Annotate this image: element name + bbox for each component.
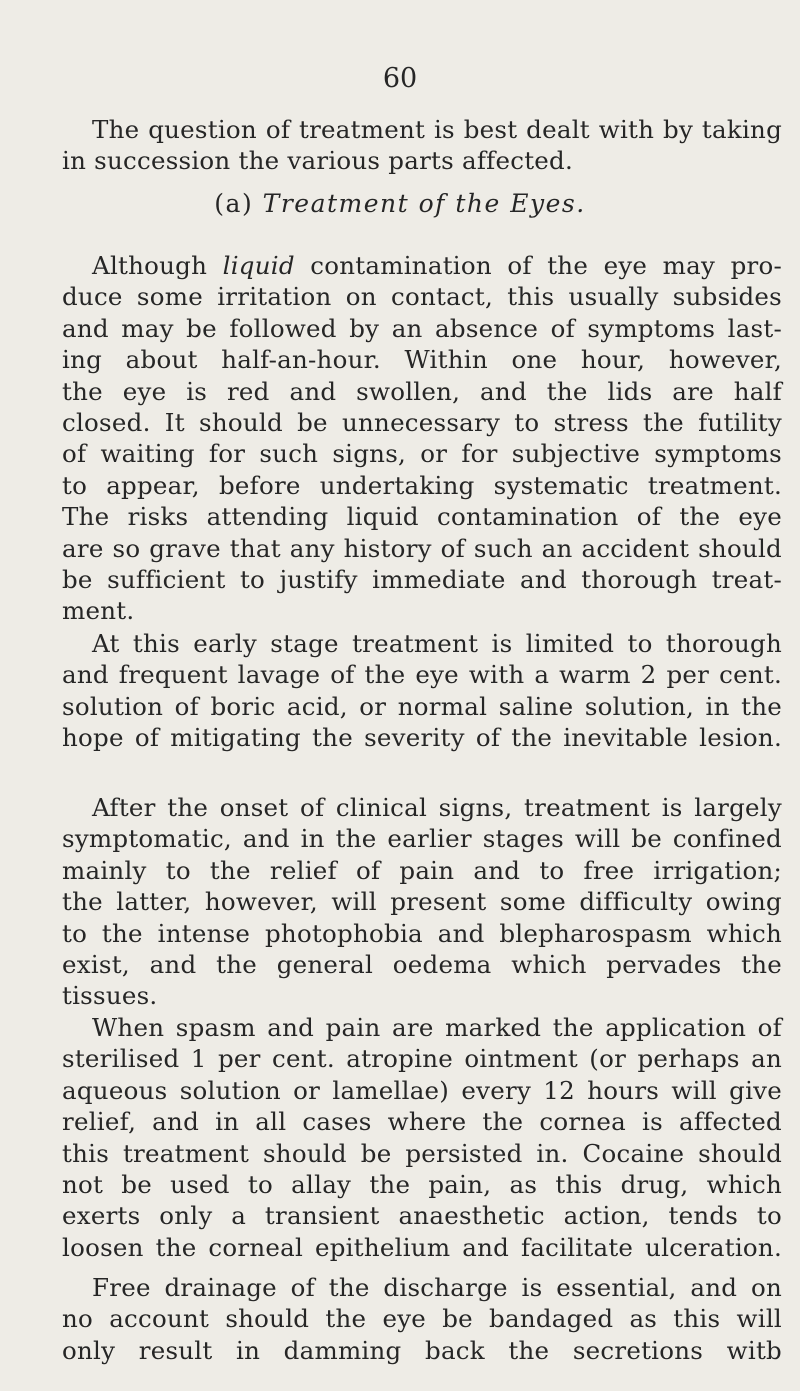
text-line: no account should the eye be bandaged as this will — [62, 1304, 782, 1334]
text-line: mainly to the relief of pain and to free irrigation; — [62, 855, 782, 885]
paragraph — [62, 1012, 782, 1263]
text-line: in succession the various parts affected. — [62, 146, 574, 176]
paragraph — [62, 792, 782, 1012]
text-line: After the onset of clinical signs, treatment is largely — [92, 793, 782, 822]
intro-text — [62, 114, 782, 177]
text-line: the latter, however, will present some difficulty owing — [62, 887, 782, 917]
text-line: ment. — [62, 596, 135, 626]
text-line: The question of treatment is best dealt with by taking — [92, 115, 782, 144]
text-line: aqueous solution or lamellae) every 12 hours will give — [62, 1075, 782, 1105]
text-line: solution of boric acid, or normal saline solution, in the — [62, 691, 782, 721]
section-label: (a) — [214, 189, 254, 218]
text-line: Free drainage of the discharge is essential, and on — [92, 1273, 782, 1302]
text-line: be sufficient to justify immediate and thorough treat- — [62, 565, 782, 595]
text-line: duce some irritation on contact, this usually subsides — [62, 282, 782, 312]
text-line: sterilised 1 per cent. atropine ointment (or perhaps an — [62, 1044, 782, 1074]
text-line: closed. It should be unnecessary to stress the futility — [62, 408, 782, 438]
text-line: exerts only a transient anaesthetic action, tends to — [62, 1201, 782, 1231]
page-number: 60 — [382, 63, 418, 94]
text-line: hope of mitigating the severity of the inevitable lesion. — [62, 723, 782, 753]
text-line: relief, and in all cases where the cornea is affected — [62, 1107, 782, 1137]
text-line: this treatment should be persisted in. Cocaine should — [62, 1138, 782, 1168]
text-line: to appear, before undertaking systematic treatment. — [62, 470, 782, 500]
text-line: and frequent lavage of the eye with a warm 2 per cent. — [62, 660, 782, 690]
text-line: the eye is red and swollen, and the lids are half — [62, 376, 782, 406]
text-line: of waiting for such signs, or for subjective symptoms — [62, 439, 782, 469]
text-line: only result in damming back the secretions witb — [62, 1335, 782, 1365]
text-line: The risks attending liquid contamination of the eye — [62, 502, 782, 532]
text-line: symptomatic, and in the earlier stages will be confined — [62, 824, 782, 854]
text-line: Although liquid contamination of the eye may pro- — [92, 251, 782, 280]
paragraph — [62, 628, 782, 754]
text-line: When spasm and pain are marked the application of — [92, 1013, 782, 1042]
section-heading — [0, 188, 800, 220]
text-line: not be used to allay the pain, as this drug, which — [62, 1170, 782, 1200]
text-line: At this early stage treatment is limited to thorough — [92, 629, 782, 658]
paragraph — [62, 250, 782, 627]
text-line: ing about half-an-hour. Within one hour, however, — [62, 345, 782, 375]
text-line: and may be followed by an absence of symptoms last- — [62, 313, 782, 343]
section-title: Treatment of the Eyes. — [262, 189, 586, 218]
emphasis: liquid — [222, 251, 295, 280]
text-line: loosen the corneal epithelium and facilitate ulceration. — [62, 1232, 782, 1262]
text-line: are so grave that any history of such an accident should — [62, 533, 782, 563]
text-line: exist, and the general oedema which pervades the — [62, 950, 782, 980]
text-line: tissues. — [62, 981, 158, 1011]
text-line: to the intense photophobia and blepharospasm which — [62, 918, 782, 948]
paragraph — [62, 1272, 782, 1366]
